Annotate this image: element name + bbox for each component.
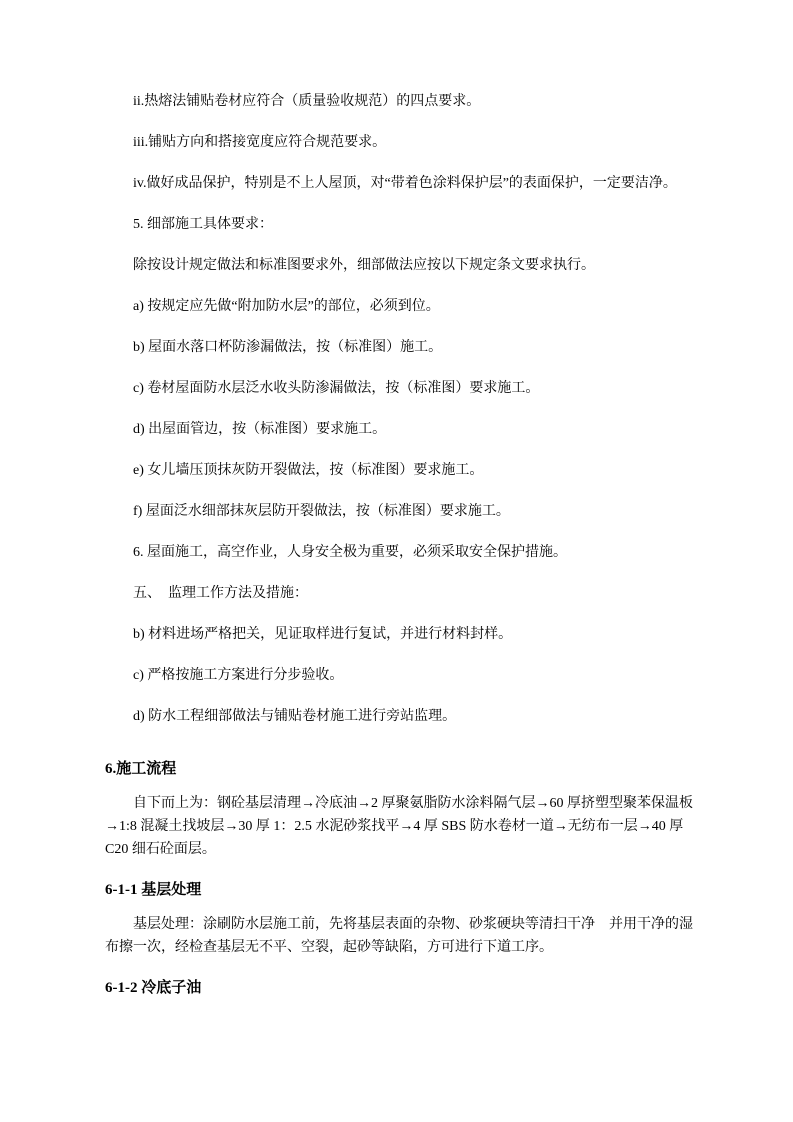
list-item-b: b) 屋面水落口杯防渗漏做法，按（标准图）施工。: [133, 340, 443, 355]
document-content: [105, 90, 693, 1011]
list-item-ii: ii.热熔法铺贴卷材应符合（质量验收规范）的四点要求。: [133, 94, 481, 109]
heading-6-1-1-base-treatment: 6-1-1 基层处理: [105, 882, 202, 898]
list-item-iv: iv.做好成品保护，特别是不上人屋顶，对“带着色涂料保护层”的表面保护，一定要洁净。: [133, 176, 677, 191]
heading-6-1-2-cold-primer: 6-1-2 冷底子油: [105, 980, 202, 996]
list-item-d-supervision: d) 防水工程细部做法与铺贴卷材施工进行旁站监理。: [133, 709, 457, 724]
list-item-e: e) 女儿墙压顶抹灰防开裂做法，按（标准图）要求施工。: [133, 463, 484, 478]
paragraph-construction-flow: 自下而上为：钢砼基层清理→冷底油→2 厚聚氨脂防水涂料隔气层→60 厚挤塑型聚苯保温板→1:8 混凝土找坡层→30 厚 1：2.5 水泥砂浆找平→4 厚 SBS 防水卷材一道→无纺布一层→40 厚 C20 细石砼面层。: [105, 796, 693, 857]
list-item-c: c) 卷材屋面防水层泛水收头防渗漏做法，按（标准图）要求施工。: [133, 381, 540, 396]
paragraph-base-treatment: 基层处理：涂刷防水层施工前，先将基层表面的杂物、砂浆硬块等清扫干净 并用干净的湿布擦一次，经检查基层无不平、空裂，起砂等缺陷，方可进行下道工序。: [105, 917, 693, 955]
list-item-d: d) 出屋面管边，按（标准图）要求施工。: [133, 422, 387, 437]
list-item-5: 5. 细部施工具体要求：: [133, 217, 273, 232]
paragraph-detail-intro: 除按设计规定做法和标准图要求外，细部做法应按以下规定条文要求执行。: [133, 258, 595, 273]
list-item-iii: iii.铺贴方向和搭接宽度应符合规范要求。: [133, 135, 387, 150]
heading-section-five: 五、 监理工作方法及措施：: [133, 586, 308, 601]
list-item-c-supervision: c) 严格按施工方案进行分步验收。: [133, 668, 344, 683]
list-item-f: f) 屋面泛水细部抹灰层防开裂做法，按（标准图）要求施工。: [133, 504, 510, 519]
heading-construction-flow: 6.施工流程: [105, 761, 177, 777]
list-item-6: 6. 屋面施工，高空作业，人身安全极为重要，必须采取安全保护措施。: [133, 545, 567, 560]
list-item-a: a) 按规定应先做“附加防水层”的部位，必须到位。: [133, 299, 440, 314]
list-item-b-supervision: b) 材料进场严格把关，见证取样进行复试，并进行材料封样。: [133, 627, 513, 642]
